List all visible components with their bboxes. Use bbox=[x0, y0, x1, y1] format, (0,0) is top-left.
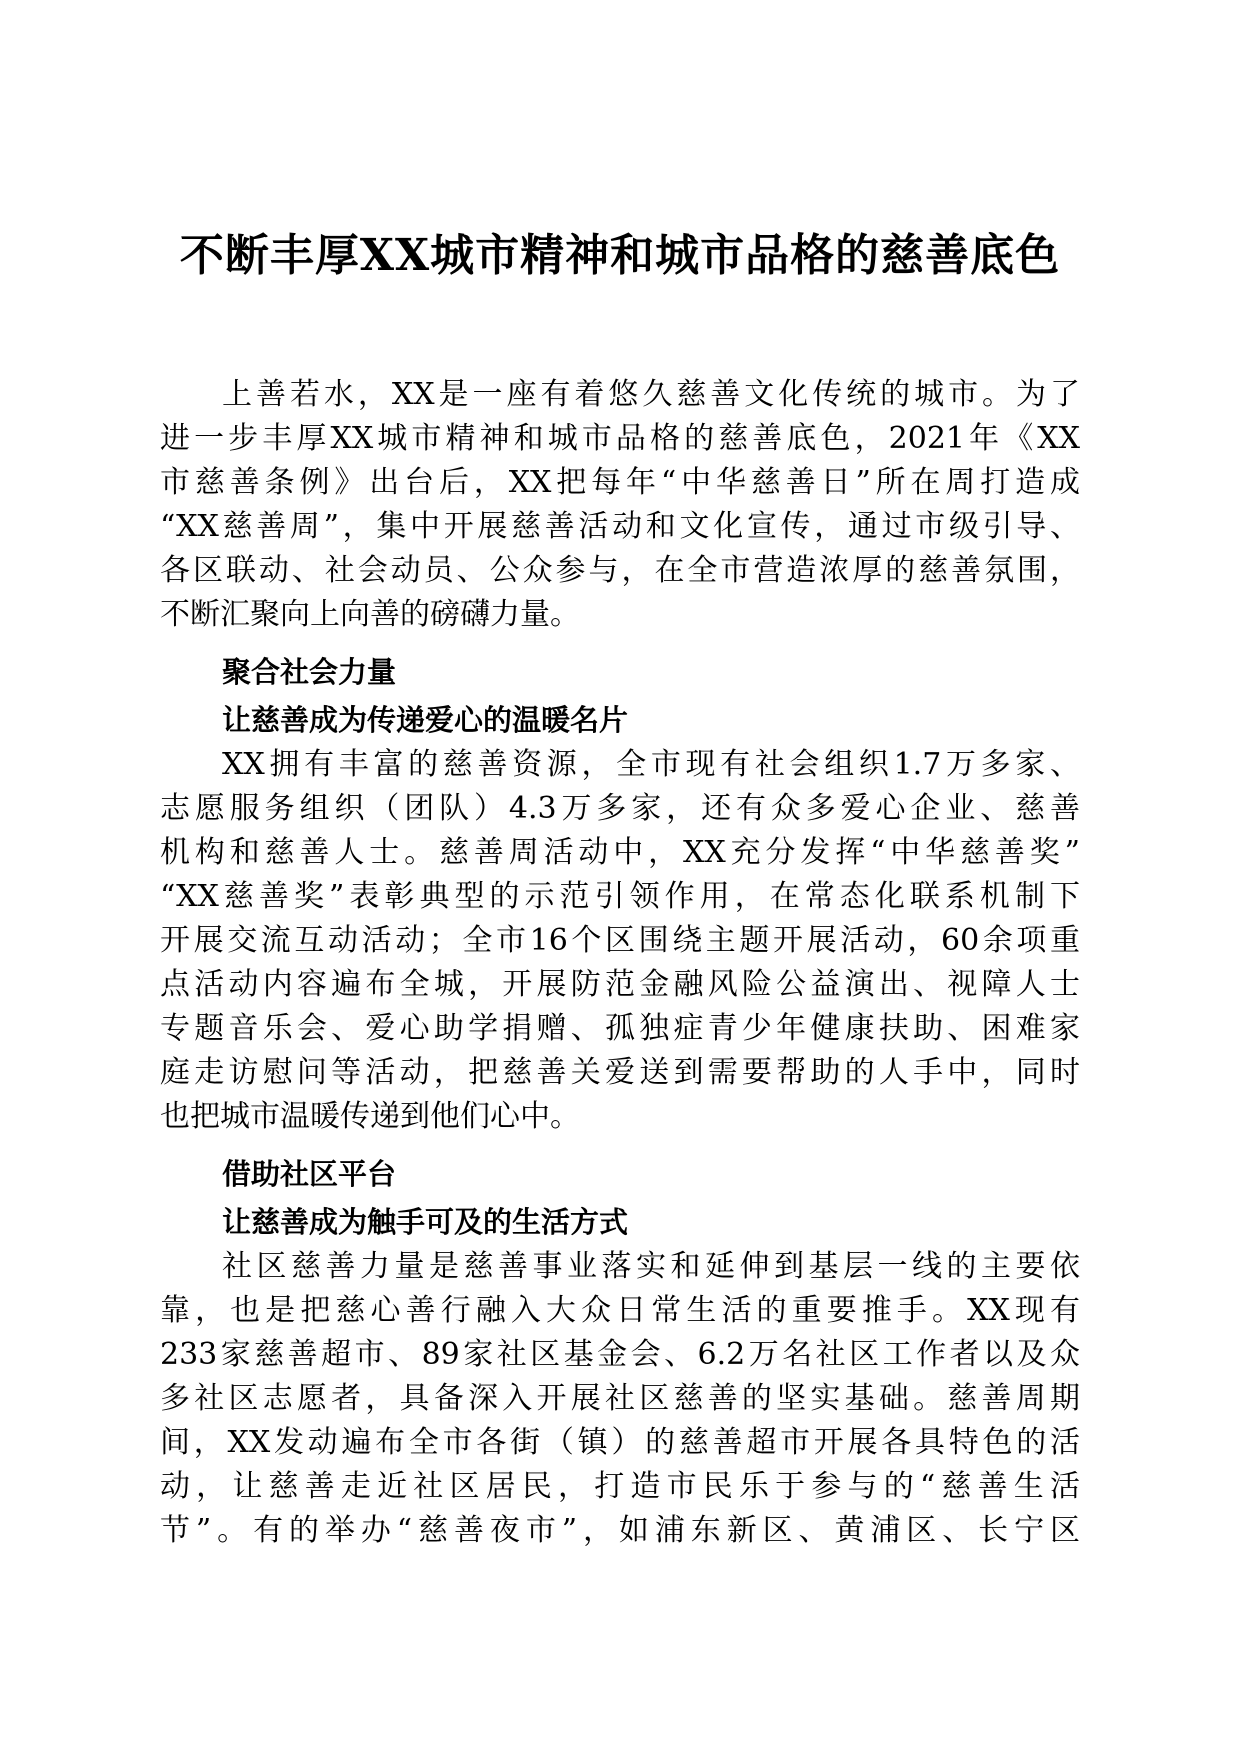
intro-line-3: 市慈善条例》出台后，XX把每年“中华慈善日”所在周打造成 bbox=[160, 465, 1080, 500]
section1-heading: 聚合社会力量 bbox=[222, 655, 397, 689]
intro-line-5: 各区联动、社会动员、公众参与，在全市营造浓厚的慈善氛围， bbox=[160, 553, 1080, 588]
section1-line-4: “XX慈善奖”表彰典型的示范引领作用，在常态化联系机制下 bbox=[160, 879, 1080, 914]
section1-line-9: 也把城市温暖传递到他们心中。 bbox=[160, 1099, 580, 1134]
intro-line-4: “XX慈善周”，集中开展慈善活动和文化宣传，通过市级引导、 bbox=[160, 509, 1080, 544]
section1-line-3: 机构和慈善人士。慈善周活动中，XX充分发挥“中华慈善奖” bbox=[160, 835, 1080, 870]
document-title: 不断丰厚XX城市精神和城市品格的慈善底色 bbox=[179, 230, 1061, 281]
section1-line-8: 庭走访慰问等活动，把慈善关爱送到需要帮助的人手中，同时 bbox=[160, 1055, 1080, 1090]
section1-line-6: 点活动内容遍布全城，开展防范金融风险公益演出、视障人士 bbox=[160, 967, 1080, 1002]
intro-line-2: 进一步丰厚XX城市精神和城市品格的慈善底色，2021年《XX bbox=[160, 421, 1080, 456]
section2-line-4: 多社区志愿者，具备深入开展社区慈善的坚实基础。慈善周期 bbox=[160, 1381, 1080, 1416]
section2-line-1: 社区慈善力量是慈善事业落实和延伸到基层一线的主要依 bbox=[222, 1249, 1080, 1284]
section2-line-7: 节”。有的举办“慈善夜市”，如浦东新区、黄浦区、长宁区 bbox=[160, 1513, 1080, 1548]
section2-subheading: 让慈善成为触手可及的生活方式 bbox=[222, 1205, 629, 1239]
section2-line-2: 靠，也是把慈心善行融入大众日常生活的重要推手。XX现有 bbox=[160, 1293, 1080, 1328]
section2-line-6: 动，让慈善走近社区居民，打造市民乐于参与的“慈善生活 bbox=[160, 1469, 1080, 1504]
intro-line-6: 不断汇聚向上向善的磅礴力量。 bbox=[160, 597, 580, 632]
intro-line-1: 上善若水，XX是一座有着悠久慈善文化传统的城市。为了 bbox=[222, 377, 1080, 412]
section1-line-5: 开展交流互动活动；全市16个区围绕主题开展活动，60余项重 bbox=[160, 923, 1080, 958]
section1-line-1: XX拥有丰富的慈善资源，全市现有社会组织1.7万多家、 bbox=[222, 747, 1080, 782]
section2-line-3: 233家慈善超市、89家社区基金会、6.2万名社区工作者以及众 bbox=[160, 1337, 1080, 1372]
section1-line-7: 专题音乐会、爱心助学捐赠、孤独症青少年健康扶助、困难家 bbox=[160, 1011, 1080, 1046]
section1-line-2: 志愿服务组织（团队）4.3万多家，还有众多爱心企业、慈善 bbox=[160, 791, 1080, 826]
section2-heading: 借助社区平台 bbox=[222, 1157, 397, 1191]
section1-subheading: 让慈善成为传递爱心的温暖名片 bbox=[222, 703, 629, 737]
section2-line-5: 间，XX发动遍布全市各街（镇）的慈善超市开展各具特色的活 bbox=[160, 1425, 1080, 1460]
